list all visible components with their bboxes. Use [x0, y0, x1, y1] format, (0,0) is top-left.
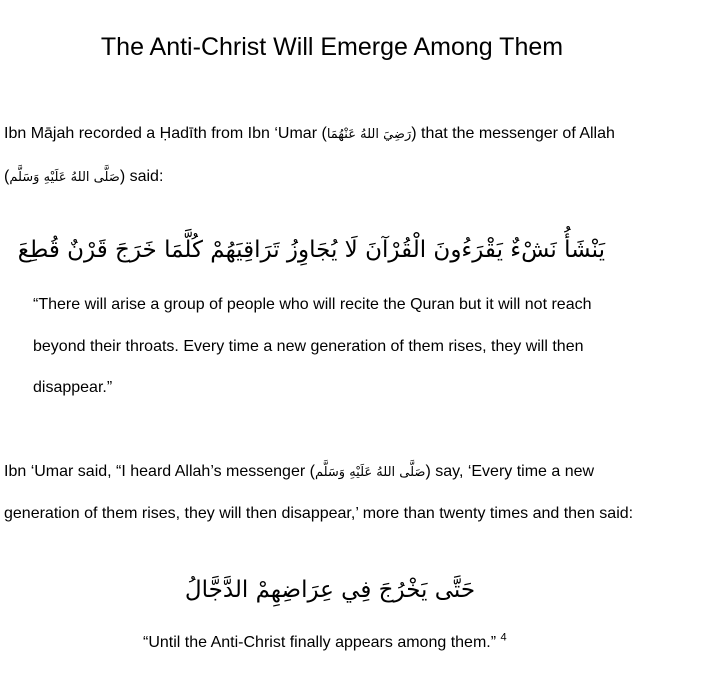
paragraph-1-text-b: ) that the messenger of Allah	[411, 125, 615, 142]
translation-1-line-3: disappear.”	[33, 379, 113, 396]
translation-2-text: “Until the Anti-Christ finally appears among them.”	[143, 634, 497, 651]
paragraph-2-line-1	[4, 461, 594, 484]
translation-1-line-2: beyond their throats. Every time a new generation of them rises, they will then	[33, 338, 584, 355]
paragraph-1-line-2	[4, 166, 163, 189]
paragraph-1-text-a: Ibn Mājah recorded a Ḥadīth from Ibn ‘Umar (	[4, 125, 327, 142]
translation-2	[143, 632, 507, 654]
paragraph-1-text-c: (	[4, 168, 10, 185]
arabic-honorific-salallahu: صَلَّى اللهُ عَلَيْهِ وَسَلَّم	[9, 170, 120, 185]
paragraph-1-line-1	[4, 123, 615, 146]
arabic-honorific-radiyallahu: رَضِيَ اللهُ عَنْهُمَا	[326, 127, 412, 142]
paragraph-2-text-a: Ibn ‘Umar said, “I heard Allah’s messenger (	[4, 463, 315, 480]
arabic-hadith-text-2: حَتَّى يَخْرُجَ فِي عِرَاضِهِمْ الدَّجَّالُ	[184, 577, 476, 603]
arabic-honorific-salallahu-2: صَلَّى اللهُ عَلَيْهِ وَسَلَّم	[314, 465, 426, 480]
paragraph-2-text-b: ) say, ‘Every time a new	[425, 463, 595, 480]
translation-1-line-1: “There will arise a group of people who will recite the Quran but it will not reach	[33, 296, 592, 313]
arabic-hadith-text: يَنْشَأُ نَشْءٌ يَقْرَءُونَ الْقُرْآنَ لَا يُجَاوِزُ تَرَاقِيَهُمْ كُلَّمَا خَرَجَ قَرْنٌ قُطِعَ	[17, 237, 605, 263]
paragraph-2-line-2: generation of them rises, they will then disappear,’ more than twenty times and then said:	[4, 505, 634, 522]
footnote-marker[interactable]: 4	[500, 631, 507, 644]
page-title: The Anti-Christ Will Emerge Among Them	[100, 33, 564, 61]
paragraph-1-text-d: ) said:	[119, 168, 164, 185]
